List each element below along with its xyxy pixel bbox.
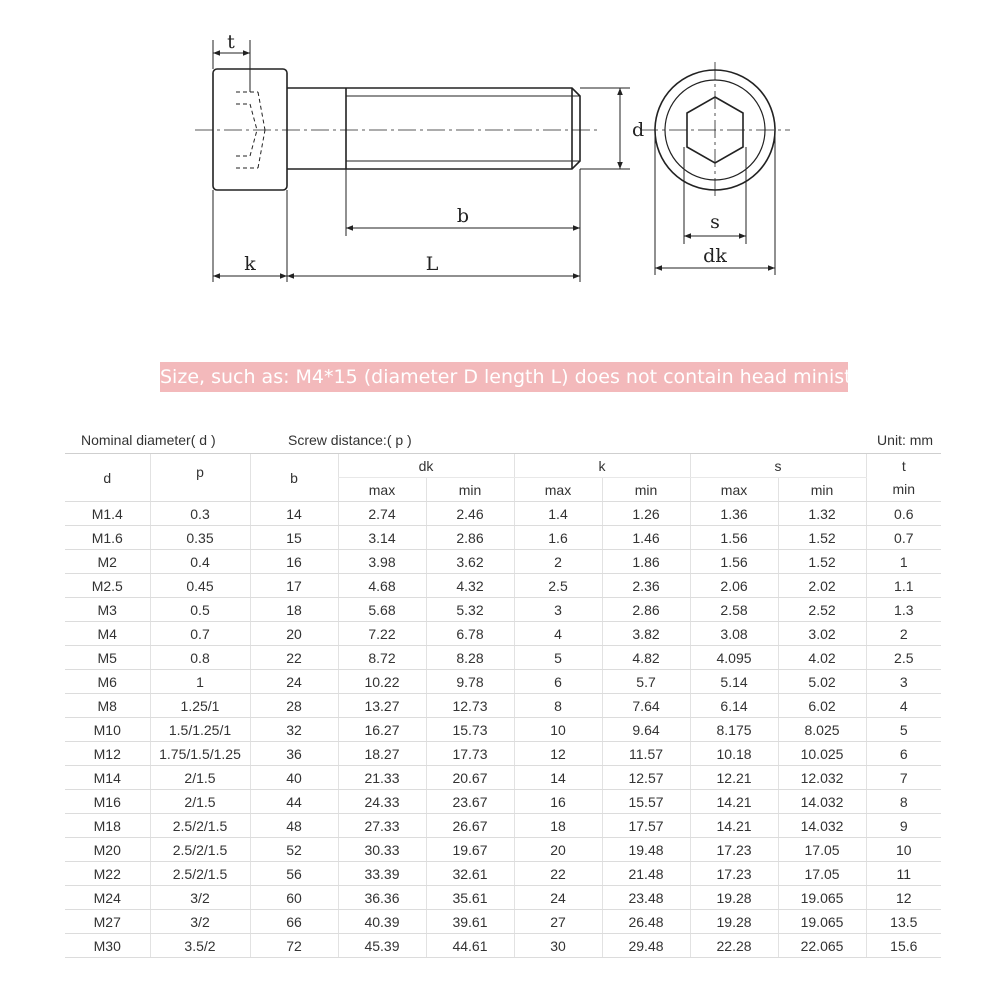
cell-k-min: 4.82 <box>602 646 690 670</box>
header-d: d <box>65 454 150 502</box>
cell-b: 66 <box>250 910 338 934</box>
table-row <box>65 934 941 958</box>
cell-k-max: 8 <box>514 694 602 718</box>
header-dk-min: min <box>426 478 514 502</box>
cell-t-min: 0.7 <box>866 526 941 550</box>
cell-s-min: 17.05 <box>778 862 866 886</box>
table-row <box>65 622 941 646</box>
cell-s-max: 12.21 <box>690 766 778 790</box>
caption-nominal-diameter: Nominal diameter( d ) <box>65 427 338 454</box>
cell-k-min: 17.57 <box>602 814 690 838</box>
cell-b: 28 <box>250 694 338 718</box>
cell-t-min: 1.1 <box>866 574 941 598</box>
label-k: k <box>244 253 256 275</box>
cell-dk-max: 2.74 <box>338 502 426 526</box>
cell-k-max: 4 <box>514 622 602 646</box>
cell-k-min: 29.48 <box>602 934 690 958</box>
cell-d: M22 <box>65 862 150 886</box>
header-p: p <box>150 454 250 502</box>
cell-d: M18 <box>65 814 150 838</box>
cell-t-min: 2 <box>866 622 941 646</box>
cell-b: 36 <box>250 742 338 766</box>
size-note-banner: Size, such as: M4*15 (diameter D length L) does not contain head minister <box>160 362 848 392</box>
cell-s-min: 6.02 <box>778 694 866 718</box>
cell-t-min: 7 <box>866 766 941 790</box>
cell-dk-max: 16.27 <box>338 718 426 742</box>
cell-dk-min: 26.67 <box>426 814 514 838</box>
cell-k-max: 3 <box>514 598 602 622</box>
cell-b: 44 <box>250 790 338 814</box>
cell-s-max: 10.18 <box>690 742 778 766</box>
cell-d: M8 <box>65 694 150 718</box>
cell-p: 1.25/1 <box>150 694 250 718</box>
cell-b: 18 <box>250 598 338 622</box>
cell-s-min: 5.02 <box>778 670 866 694</box>
cell-s-max: 14.21 <box>690 790 778 814</box>
cell-dk-min: 12.73 <box>426 694 514 718</box>
cell-k-min: 3.82 <box>602 622 690 646</box>
cell-s-min: 19.065 <box>778 910 866 934</box>
cell-dk-max: 40.39 <box>338 910 426 934</box>
cell-d: M4 <box>65 622 150 646</box>
cell-k-max: 10 <box>514 718 602 742</box>
screw-shank <box>287 88 580 169</box>
cell-d: M20 <box>65 838 150 862</box>
cell-t-min: 11 <box>866 862 941 886</box>
table-header-row <box>65 454 941 478</box>
cell-dk-max: 3.98 <box>338 550 426 574</box>
cell-t-min: 3 <box>866 670 941 694</box>
cell-b: 14 <box>250 502 338 526</box>
cell-b: 17 <box>250 574 338 598</box>
cell-k-max: 2.5 <box>514 574 602 598</box>
cell-d: M30 <box>65 934 150 958</box>
cell-t-min: 1.3 <box>866 598 941 622</box>
cell-s-min: 1.52 <box>778 550 866 574</box>
cell-t-min: 0.6 <box>866 502 941 526</box>
table-row <box>65 790 941 814</box>
cell-dk-min: 44.61 <box>426 934 514 958</box>
cell-b: 56 <box>250 862 338 886</box>
cell-s-min: 2.02 <box>778 574 866 598</box>
cell-s-max: 4.095 <box>690 646 778 670</box>
cell-b: 40 <box>250 766 338 790</box>
cell-k-max: 1.6 <box>514 526 602 550</box>
cell-b: 32 <box>250 718 338 742</box>
label-dk: dk <box>703 245 727 267</box>
cell-s-max: 19.28 <box>690 886 778 910</box>
cell-s-min: 4.02 <box>778 646 866 670</box>
screw-spec-table <box>65 427 941 958</box>
cell-dk-min: 2.46 <box>426 502 514 526</box>
cell-p: 1.75/1.5/1.25 <box>150 742 250 766</box>
header-dk-max: max <box>338 478 426 502</box>
cell-dk-min: 9.78 <box>426 670 514 694</box>
cell-s-max: 8.175 <box>690 718 778 742</box>
cell-t-min: 9 <box>866 814 941 838</box>
cell-s-min: 8.025 <box>778 718 866 742</box>
cell-dk-max: 5.68 <box>338 598 426 622</box>
cell-p: 0.7 <box>150 622 250 646</box>
cell-dk-max: 21.33 <box>338 766 426 790</box>
cell-s-max: 2.58 <box>690 598 778 622</box>
cell-dk-max: 36.36 <box>338 886 426 910</box>
cell-t-min: 4 <box>866 694 941 718</box>
cell-k-max: 12 <box>514 742 602 766</box>
cell-k-max: 27 <box>514 910 602 934</box>
cell-s-max: 17.23 <box>690 838 778 862</box>
header-b: b <box>250 454 338 502</box>
cell-k-min: 7.64 <box>602 694 690 718</box>
cell-t-min: 2.5 <box>866 646 941 670</box>
cell-s-min: 22.065 <box>778 934 866 958</box>
cell-p: 0.45 <box>150 574 250 598</box>
cell-s-min: 19.065 <box>778 886 866 910</box>
cell-p: 0.8 <box>150 646 250 670</box>
cell-p: 2.5/2/1.5 <box>150 838 250 862</box>
cell-t-min: 5 <box>866 718 941 742</box>
cell-dk-max: 13.27 <box>338 694 426 718</box>
cell-k-min: 26.48 <box>602 910 690 934</box>
cell-k-max: 24 <box>514 886 602 910</box>
header-s-max: max <box>690 478 778 502</box>
cell-k-max: 30 <box>514 934 602 958</box>
header-s-min: min <box>778 478 866 502</box>
cell-s-max: 22.28 <box>690 934 778 958</box>
cell-d: M2.5 <box>65 574 150 598</box>
screw-dimension-drawing <box>0 0 1000 320</box>
cell-dk-max: 30.33 <box>338 838 426 862</box>
label-b: b <box>456 205 470 227</box>
cell-dk-min: 19.67 <box>426 838 514 862</box>
cell-dk-min: 32.61 <box>426 862 514 886</box>
cell-s-min: 3.02 <box>778 622 866 646</box>
cell-dk-min: 6.78 <box>426 622 514 646</box>
cell-d: M16 <box>65 790 150 814</box>
cell-b: 20 <box>250 622 338 646</box>
cell-b: 24 <box>250 670 338 694</box>
cell-t-min: 8 <box>866 790 941 814</box>
cell-s-min: 1.52 <box>778 526 866 550</box>
cell-p: 2/1.5 <box>150 790 250 814</box>
cell-d: M12 <box>65 742 150 766</box>
cell-d: M1.4 <box>65 502 150 526</box>
table-row <box>65 886 941 910</box>
cell-b: 52 <box>250 838 338 862</box>
cell-dk-min: 3.62 <box>426 550 514 574</box>
cell-p: 3/2 <box>150 886 250 910</box>
cell-s-max: 5.14 <box>690 670 778 694</box>
cell-p: 2/1.5 <box>150 766 250 790</box>
header-s: s <box>690 454 866 478</box>
table-row <box>65 646 941 670</box>
cell-p: 3/2 <box>150 910 250 934</box>
cell-d: M27 <box>65 910 150 934</box>
cell-d: M1.6 <box>65 526 150 550</box>
cell-k-min: 23.48 <box>602 886 690 910</box>
cell-t-min: 6 <box>866 742 941 766</box>
cell-dk-min: 2.86 <box>426 526 514 550</box>
cell-k-max: 2 <box>514 550 602 574</box>
cell-d: M10 <box>65 718 150 742</box>
cell-k-min: 21.48 <box>602 862 690 886</box>
cell-k-min: 19.48 <box>602 838 690 862</box>
table-row <box>65 718 941 742</box>
cell-k-min: 12.57 <box>602 766 690 790</box>
cell-k-max: 20 <box>514 838 602 862</box>
table-row <box>65 910 941 934</box>
cell-dk-max: 10.22 <box>338 670 426 694</box>
cell-dk-max: 27.33 <box>338 814 426 838</box>
cell-dk-min: 5.32 <box>426 598 514 622</box>
cell-s-min: 2.52 <box>778 598 866 622</box>
cell-dk-max: 33.39 <box>338 862 426 886</box>
cell-d: M6 <box>65 670 150 694</box>
header-t-min: min <box>866 478 941 502</box>
cell-dk-min: 20.67 <box>426 766 514 790</box>
header-k-min: min <box>602 478 690 502</box>
cell-b: 15 <box>250 526 338 550</box>
cell-k-min: 2.36 <box>602 574 690 598</box>
cell-dk-max: 8.72 <box>338 646 426 670</box>
table-row <box>65 670 941 694</box>
table-row <box>65 814 941 838</box>
caption-screw-distance: Screw distance:( p ) <box>288 427 640 454</box>
cell-d: M14 <box>65 766 150 790</box>
cell-dk-max: 3.14 <box>338 526 426 550</box>
cell-s-min: 14.032 <box>778 790 866 814</box>
label-L: L <box>425 253 439 275</box>
cell-s-max: 17.23 <box>690 862 778 886</box>
cell-d: M24 <box>65 886 150 910</box>
cell-k-min: 2.86 <box>602 598 690 622</box>
cell-s-min: 12.032 <box>778 766 866 790</box>
label-s: s <box>710 211 720 233</box>
cell-s-min: 1.32 <box>778 502 866 526</box>
header-dk: dk <box>338 454 514 478</box>
table-row <box>65 862 941 886</box>
cell-t-min: 15.6 <box>866 934 941 958</box>
cell-dk-min: 8.28 <box>426 646 514 670</box>
table-row <box>65 694 941 718</box>
cell-s-min: 17.05 <box>778 838 866 862</box>
cell-t-min: 1 <box>866 550 941 574</box>
cell-s-max: 19.28 <box>690 910 778 934</box>
cell-dk-min: 35.61 <box>426 886 514 910</box>
cell-b: 22 <box>250 646 338 670</box>
cell-d: M3 <box>65 598 150 622</box>
cell-d: M2 <box>65 550 150 574</box>
cell-k-min: 1.86 <box>602 550 690 574</box>
cell-k-max: 18 <box>514 814 602 838</box>
cell-dk-min: 23.67 <box>426 790 514 814</box>
cell-p: 1 <box>150 670 250 694</box>
cell-k-max: 6 <box>514 670 602 694</box>
header-t: t <box>866 454 941 478</box>
cell-s-max: 3.08 <box>690 622 778 646</box>
cell-t-min: 13.5 <box>866 910 941 934</box>
cell-k-max: 1.4 <box>514 502 602 526</box>
cell-k-min: 1.26 <box>602 502 690 526</box>
label-d: d <box>632 119 645 141</box>
header-k: k <box>514 454 690 478</box>
cell-s-max: 1.36 <box>690 502 778 526</box>
cell-k-max: 22 <box>514 862 602 886</box>
header-k-max: max <box>514 478 602 502</box>
cell-p: 0.3 <box>150 502 250 526</box>
cell-b: 60 <box>250 886 338 910</box>
cell-k-max: 5 <box>514 646 602 670</box>
cell-k-min: 15.57 <box>602 790 690 814</box>
cell-dk-min: 15.73 <box>426 718 514 742</box>
cell-k-min: 1.46 <box>602 526 690 550</box>
table-row <box>65 574 941 598</box>
caption-unit: Unit: mm <box>690 427 941 454</box>
cell-t-min: 10 <box>866 838 941 862</box>
cell-s-max: 6.14 <box>690 694 778 718</box>
table-row <box>65 598 941 622</box>
table-caption-row <box>65 427 941 454</box>
cell-dk-max: 45.39 <box>338 934 426 958</box>
cell-dk-max: 24.33 <box>338 790 426 814</box>
table-row <box>65 766 941 790</box>
cell-k-min: 9.64 <box>602 718 690 742</box>
cell-p: 3.5/2 <box>150 934 250 958</box>
cell-dk-max: 4.68 <box>338 574 426 598</box>
cell-t-min: 12 <box>866 886 941 910</box>
cell-s-max: 14.21 <box>690 814 778 838</box>
cell-p: 0.5 <box>150 598 250 622</box>
cell-k-min: 5.7 <box>602 670 690 694</box>
table-row <box>65 526 941 550</box>
table-row <box>65 742 941 766</box>
label-t: t <box>227 31 235 53</box>
cell-dk-max: 18.27 <box>338 742 426 766</box>
cell-b: 72 <box>250 934 338 958</box>
cell-b: 16 <box>250 550 338 574</box>
cell-p: 2.5/2/1.5 <box>150 862 250 886</box>
cell-s-max: 1.56 <box>690 526 778 550</box>
cell-p: 2.5/2/1.5 <box>150 814 250 838</box>
cell-b: 48 <box>250 814 338 838</box>
cell-s-max: 1.56 <box>690 550 778 574</box>
table-row <box>65 838 941 862</box>
cell-p: 0.4 <box>150 550 250 574</box>
cell-p: 0.35 <box>150 526 250 550</box>
cell-d: M5 <box>65 646 150 670</box>
cell-dk-max: 7.22 <box>338 622 426 646</box>
cell-k-max: 16 <box>514 790 602 814</box>
table-row <box>65 502 941 526</box>
cell-k-min: 11.57 <box>602 742 690 766</box>
table-row <box>65 550 941 574</box>
cell-p: 1.5/1.25/1 <box>150 718 250 742</box>
cell-dk-min: 17.73 <box>426 742 514 766</box>
cell-dk-min: 4.32 <box>426 574 514 598</box>
cell-dk-min: 39.61 <box>426 910 514 934</box>
cell-s-min: 14.032 <box>778 814 866 838</box>
cell-s-min: 10.025 <box>778 742 866 766</box>
cell-s-max: 2.06 <box>690 574 778 598</box>
cell-k-max: 14 <box>514 766 602 790</box>
